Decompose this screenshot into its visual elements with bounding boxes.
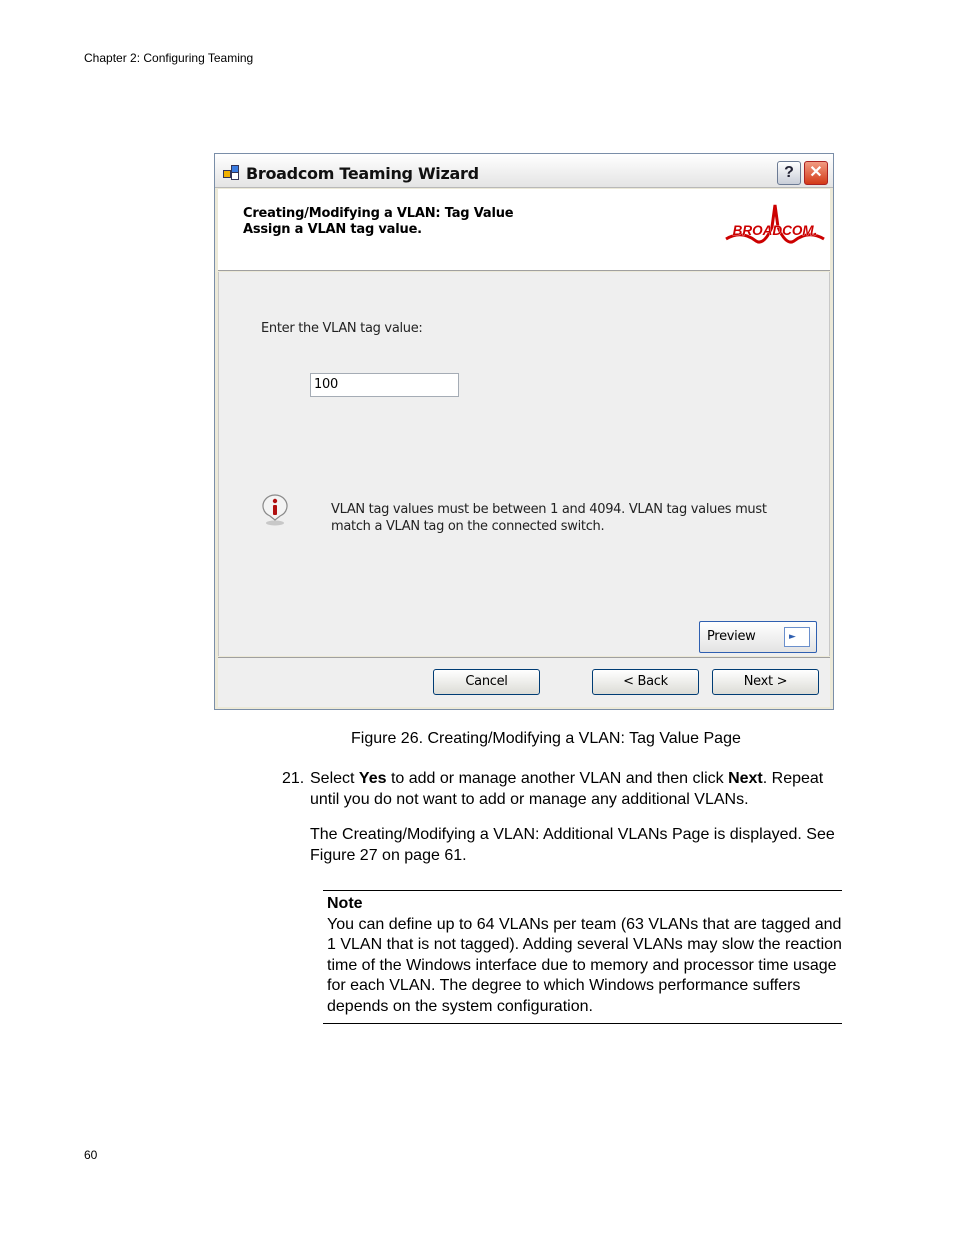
body-paragraph: The Creating/Modifying a VLAN: Additional VLANs Page is displayed. See Figure 27 on page 61. <box>310 826 835 864</box>
wizard-header <box>218 189 830 271</box>
preview-button-label: Preview <box>707 629 756 644</box>
note-title: Note <box>327 895 363 912</box>
expand-arrow-icon: ► <box>784 627 810 647</box>
logo-text: BROADCOM. <box>732 223 818 238</box>
help-button[interactable]: ? <box>777 161 801 185</box>
figure-caption: Figure 26. Creating/Modifying a VLAN: Tag Value Page <box>351 730 741 747</box>
window-title: Broadcom Teaming Wizard <box>246 164 479 183</box>
note-box <box>323 890 842 1024</box>
step-text-1: Select <box>310 770 359 787</box>
step-bold-next: Next <box>728 770 763 787</box>
info-message-line-2: match a VLAN tag on the connected switch. <box>331 519 605 534</box>
running-header: Chapter 2: Configuring Teaming <box>84 51 254 65</box>
step-text-2: to add or manage another VLAN and then click <box>386 770 729 787</box>
step-text <box>310 768 850 810</box>
info-icon <box>259 494 291 526</box>
step-number: 21. <box>282 770 305 787</box>
broadcom-logo <box>724 203 826 255</box>
vlan-tag-input[interactable]: 100 <box>310 373 459 397</box>
cancel-button[interactable]: Cancel <box>433 669 540 695</box>
close-button[interactable]: ✕ <box>804 161 828 185</box>
step-text-3: . Repeat until you do not want to add or manage any additional VLANs. <box>310 770 824 808</box>
step-title: Creating/Modifying a VLAN: Tag Value <box>243 206 514 221</box>
next-button[interactable]: Next > <box>712 669 819 695</box>
step-subtitle: Assign a VLAN tag value. <box>243 222 422 237</box>
title-bar <box>215 154 833 188</box>
wizard-content <box>218 272 830 656</box>
note-body: You can define up to 64 VLANs per team (63 VLANs that are tagged and 1 VLAN that is not tagged). Adding several VLANs may slow the reaction time of the Windows interface due to memory and processor time usage for each VLAN. The degree to which Windows performance suffers depends on the system configuration. <box>327 915 842 1015</box>
app-icon <box>223 165 239 179</box>
info-message-line-1: VLAN tag values must be between 1 and 4094. VLAN tag values must <box>331 502 767 517</box>
wizard-window <box>214 153 834 710</box>
vlan-tag-label: Enter the VLAN tag value: <box>261 321 423 336</box>
wizard-footer <box>218 657 830 707</box>
info-message <box>331 501 771 535</box>
step-bold-yes: Yes <box>358 770 387 787</box>
back-button[interactable]: < Back <box>592 669 699 695</box>
preview-button[interactable] <box>699 621 817 653</box>
page-number: 60 <box>84 1148 98 1162</box>
